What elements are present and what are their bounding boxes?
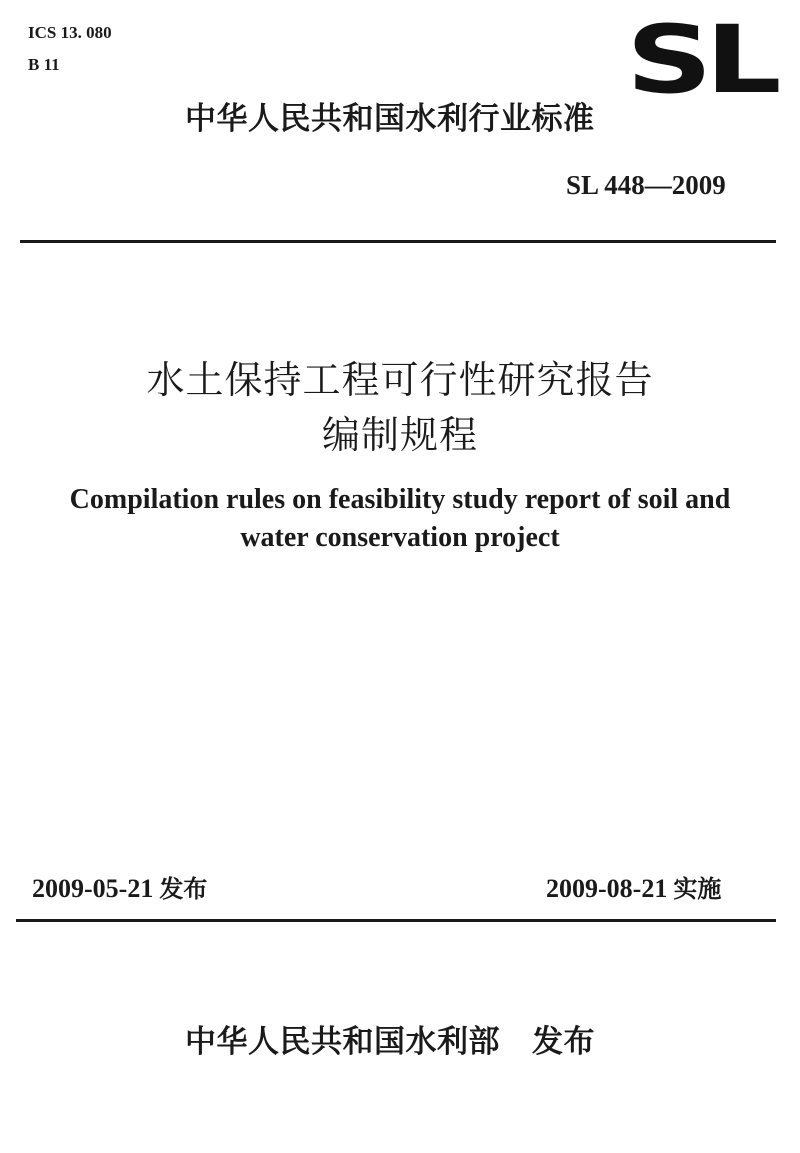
implementation-date-block: [546, 872, 721, 906]
issue-date-block: [32, 872, 207, 906]
classification-code: B 11: [28, 55, 60, 74]
publisher-name: 中华人民共和国水利部: [185, 1024, 500, 1060]
top-divider: [20, 240, 776, 243]
implementation-date: 2009-08-21: [546, 874, 668, 903]
implementation-label: 实施: [673, 875, 722, 903]
bottom-divider: [16, 919, 776, 922]
english-title-line2: water conservation project: [240, 522, 560, 553]
publisher-block: [185, 1021, 595, 1063]
publish-action: 发布: [532, 1024, 595, 1060]
chinese-title-line2: 编制规程: [321, 413, 478, 457]
ics-code: ICS 13. 080: [28, 23, 112, 42]
issue-date: 2009-05-21: [32, 874, 154, 903]
english-title-line1: Compilation rules on feasibility study report of soil and: [69, 484, 731, 515]
sl-logo: SL: [626, 6, 774, 115]
issue-label: 发布: [159, 875, 208, 903]
chinese-title-line1: 水土保持工程可行性研究报告: [146, 358, 654, 402]
standard-number: SL 448—2009: [566, 170, 726, 200]
standard-category-title: 中华人民共和国水利行业标准: [185, 101, 595, 137]
